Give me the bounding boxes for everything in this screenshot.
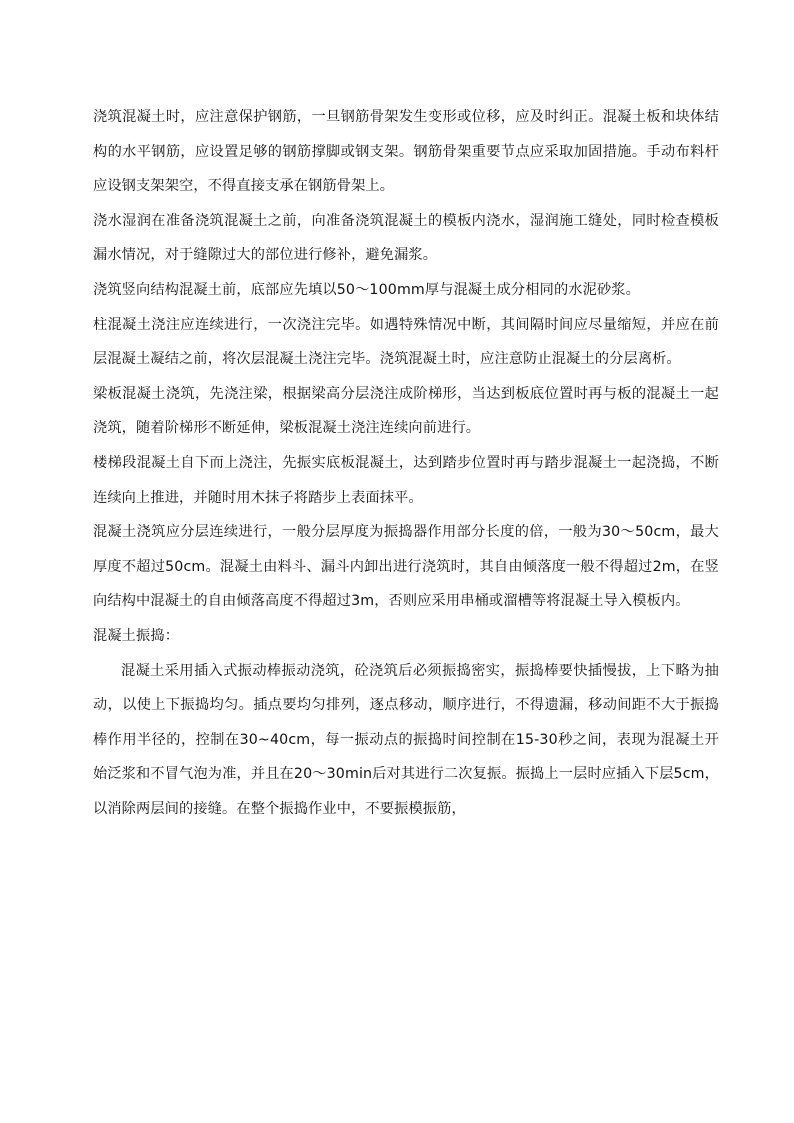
paragraph-column-pouring: 柱混凝土浇注应连续进行，一次浇注完毕。如遇特殊情况中断，其间隔时间应尽量缩短，并应在前层混凝土凝结之前，将次层混凝土浇注完毕。浇筑混凝土时，应注意防止混凝土的分层离析。	[93, 316, 719, 368]
document-body	[93, 100, 719, 826]
paragraph-vibration: 混凝土采用插入式振动棒振动浇筑，砼浇筑后必须振捣密实，振捣棒要快插慢拔，上下略为抽动，以使上下振捣均匀。插点要均匀排列，逐点移动，顺序进行，不得遗漏，移动间距不大于振捣棒作用半径的，控制在30~40cm，每一振动点的振捣时间控制在15-30秒之间，表现为混凝土开始泛浆和不冒气泡为准，并且在20～30min后对其进行二次复振。振捣上一层时应插入下层5cm，以消除两层间的接缝。在整个振捣作业中，不要振模振筋，	[93, 662, 719, 817]
paragraph-beam-slab-pouring: 梁板混凝土浇筑，先浇注梁，根据梁高分层浇注成阶梯形，当达到板底位置时再与板的混凝土一起浇筑，随着阶梯形不断延伸，梁板混凝土浇注连续向前进行。	[93, 385, 719, 437]
paragraph-protect-rebar: 浇筑混凝土时，应注意保护钢筋，一旦钢筋骨架发生变形或位移，应及时纠正。混凝土板和块体结构的水平钢筋，应设置足够的钢筋撑脚或钢支架。钢筋骨架重要节点应采取加固措施。手动布料杆应设钢支架架空，不得直接支承在钢筋骨架上。	[93, 109, 719, 195]
paragraph-vertical-structure: 浇筑竖向结构混凝土前，底部应先填以50～100mm厚与混凝土成分相同的水泥砂浆。	[93, 281, 640, 298]
paragraph-stair-pouring: 楼梯段混凝土自下而上浇注，先振实底板混凝土，达到踏步位置时再与踏步混凝土一起浇捣，不断连续向上推进，并随时用木抹子将踏步上表面抹平。	[93, 454, 719, 506]
paragraph-wet-formwork: 浇水湿润在准备浇筑混凝土之前，向准备浇筑混凝土的模板内浇水，湿润施工缝处，同时检查模板漏水情况，对于缝隙过大的部位进行修补，避免漏浆。	[93, 212, 719, 264]
paragraph-layered-pouring: 混凝土浇筑应分层连续进行，一般分层厚度为振捣器作用部分长度的倍，一般为30～50cm，最大厚度不超过50cm。混凝土由料斗、漏斗内卸出进行浇筑时，其自由倾落度一般不得超过2m，在竖向结构中混凝土的自由倾落高度不得超过3m，否则应采用串桶或溜槽等将混凝土导入模板内。	[93, 524, 719, 610]
section-heading-vibration: 混凝土振捣：	[93, 627, 180, 644]
